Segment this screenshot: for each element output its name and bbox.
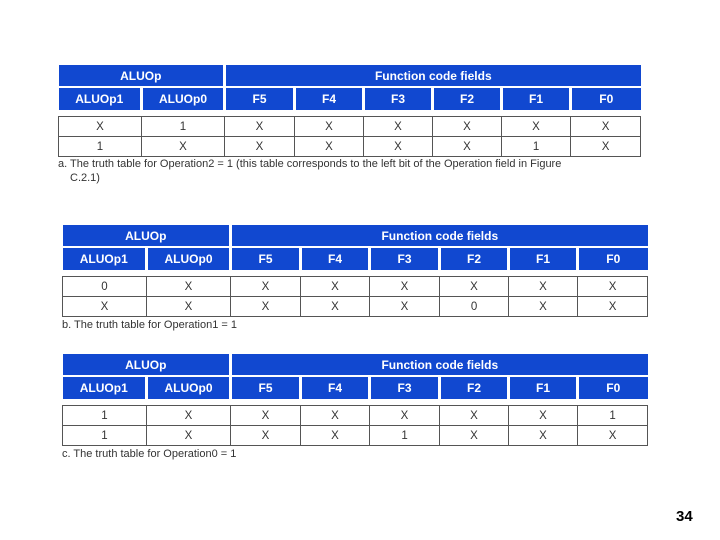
page-number: 34 [676,508,693,525]
column-header: ALUOp1 [63,247,147,271]
table-caption [62,447,236,461]
table-cell: X [231,426,301,446]
table-cell: X [301,426,370,446]
group-header-function-code-fields: Function code fields [225,65,641,87]
table-cell: X [509,297,578,317]
table-cell: X [231,277,301,297]
column-header: F2 [440,247,509,271]
table-cell: X [364,137,433,157]
column-header: F1 [509,376,578,400]
truth-table-operation1 [62,225,648,317]
table-cell: X [225,137,295,157]
table-cell: X [578,277,648,297]
table-cell: X [301,297,370,317]
table-cell: X [147,406,231,426]
table-cell: 1 [63,406,147,426]
column-header: F1 [509,247,578,271]
column-header: ALUOp0 [147,247,231,271]
table-cell: X [509,406,578,426]
column-header: F4 [301,376,370,400]
table-cell: X [364,117,433,137]
column-header: F0 [578,247,648,271]
table-cell: X [440,277,509,297]
column-header: F5 [225,87,295,111]
table-row [59,117,641,137]
table-cell: X [59,117,142,137]
table-cell: X [295,137,364,157]
table-cell: X [578,297,648,317]
column-header: ALUOp0 [147,376,231,400]
table-cell: X [225,117,295,137]
table-cell: 1 [370,426,440,446]
table-cell: X [301,406,370,426]
table-cell: X [142,137,225,157]
column-header: F2 [433,87,502,111]
table-cell: X [440,426,509,446]
table-cell: X [295,117,364,137]
table-row [63,426,648,446]
table-cell: 1 [578,406,648,426]
table-cell: X [370,277,440,297]
table-cell: X [370,406,440,426]
table-cell: X [509,426,578,446]
table-cell: 1 [142,117,225,137]
truth-table-operation0 [62,354,648,446]
table-cell: X [147,426,231,446]
table-row [63,406,648,426]
column-header: F3 [364,87,433,111]
table-cell: X [502,117,571,137]
table-row [63,297,648,317]
table-cell: X [578,426,648,446]
column-header: F5 [231,247,301,271]
column-header: F1 [502,87,571,111]
table-caption [62,318,237,332]
group-header-aluop: ALUOp [63,354,231,376]
column-header: F2 [440,376,509,400]
column-header: F4 [295,87,364,111]
caption-line: b. The truth table for Operation1 = 1 [62,319,237,331]
column-header: F0 [578,376,648,400]
table-cell: 1 [59,137,142,157]
column-header: F4 [301,247,370,271]
table-cell: X [147,297,231,317]
truth-table-operation2 [58,65,641,157]
column-header: F0 [571,87,641,111]
caption-line: c. The truth table for Operation0 = 1 [62,448,237,460]
column-header: ALUOp1 [59,87,142,111]
table-cell: X [147,277,231,297]
column-header: ALUOp1 [63,376,147,400]
caption-line: C.2.1) [70,172,100,184]
table-row [59,137,641,157]
table-cell: X [231,297,301,317]
table-cell: 0 [63,277,147,297]
table-cell: X [63,297,147,317]
caption-line: a. The truth table for Operation2 = 1 (this table corresponds to the left bit of the Operation field in Figure [58,158,562,170]
group-header-aluop: ALUOp [63,225,231,247]
table-cell: X [433,137,502,157]
group-header-function-code-fields: Function code fields [231,354,648,376]
table-row [63,277,648,297]
table-cell: X [370,297,440,317]
table-cell: X [509,277,578,297]
table-cell: X [440,406,509,426]
column-header: ALUOp0 [142,87,225,111]
table-cell: 1 [63,426,147,446]
column-header: F3 [370,247,440,271]
table-cell: X [571,117,641,137]
table-cell: X [301,277,370,297]
table-cell: 1 [502,137,571,157]
column-header: F5 [231,376,301,400]
table-cell: X [571,137,641,157]
table-caption [58,157,561,185]
table-cell: X [231,406,301,426]
column-header: F3 [370,376,440,400]
group-header-function-code-fields: Function code fields [231,225,648,247]
table-cell: 0 [440,297,509,317]
table-cell: X [433,117,502,137]
group-header-aluop: ALUOp [59,65,225,87]
